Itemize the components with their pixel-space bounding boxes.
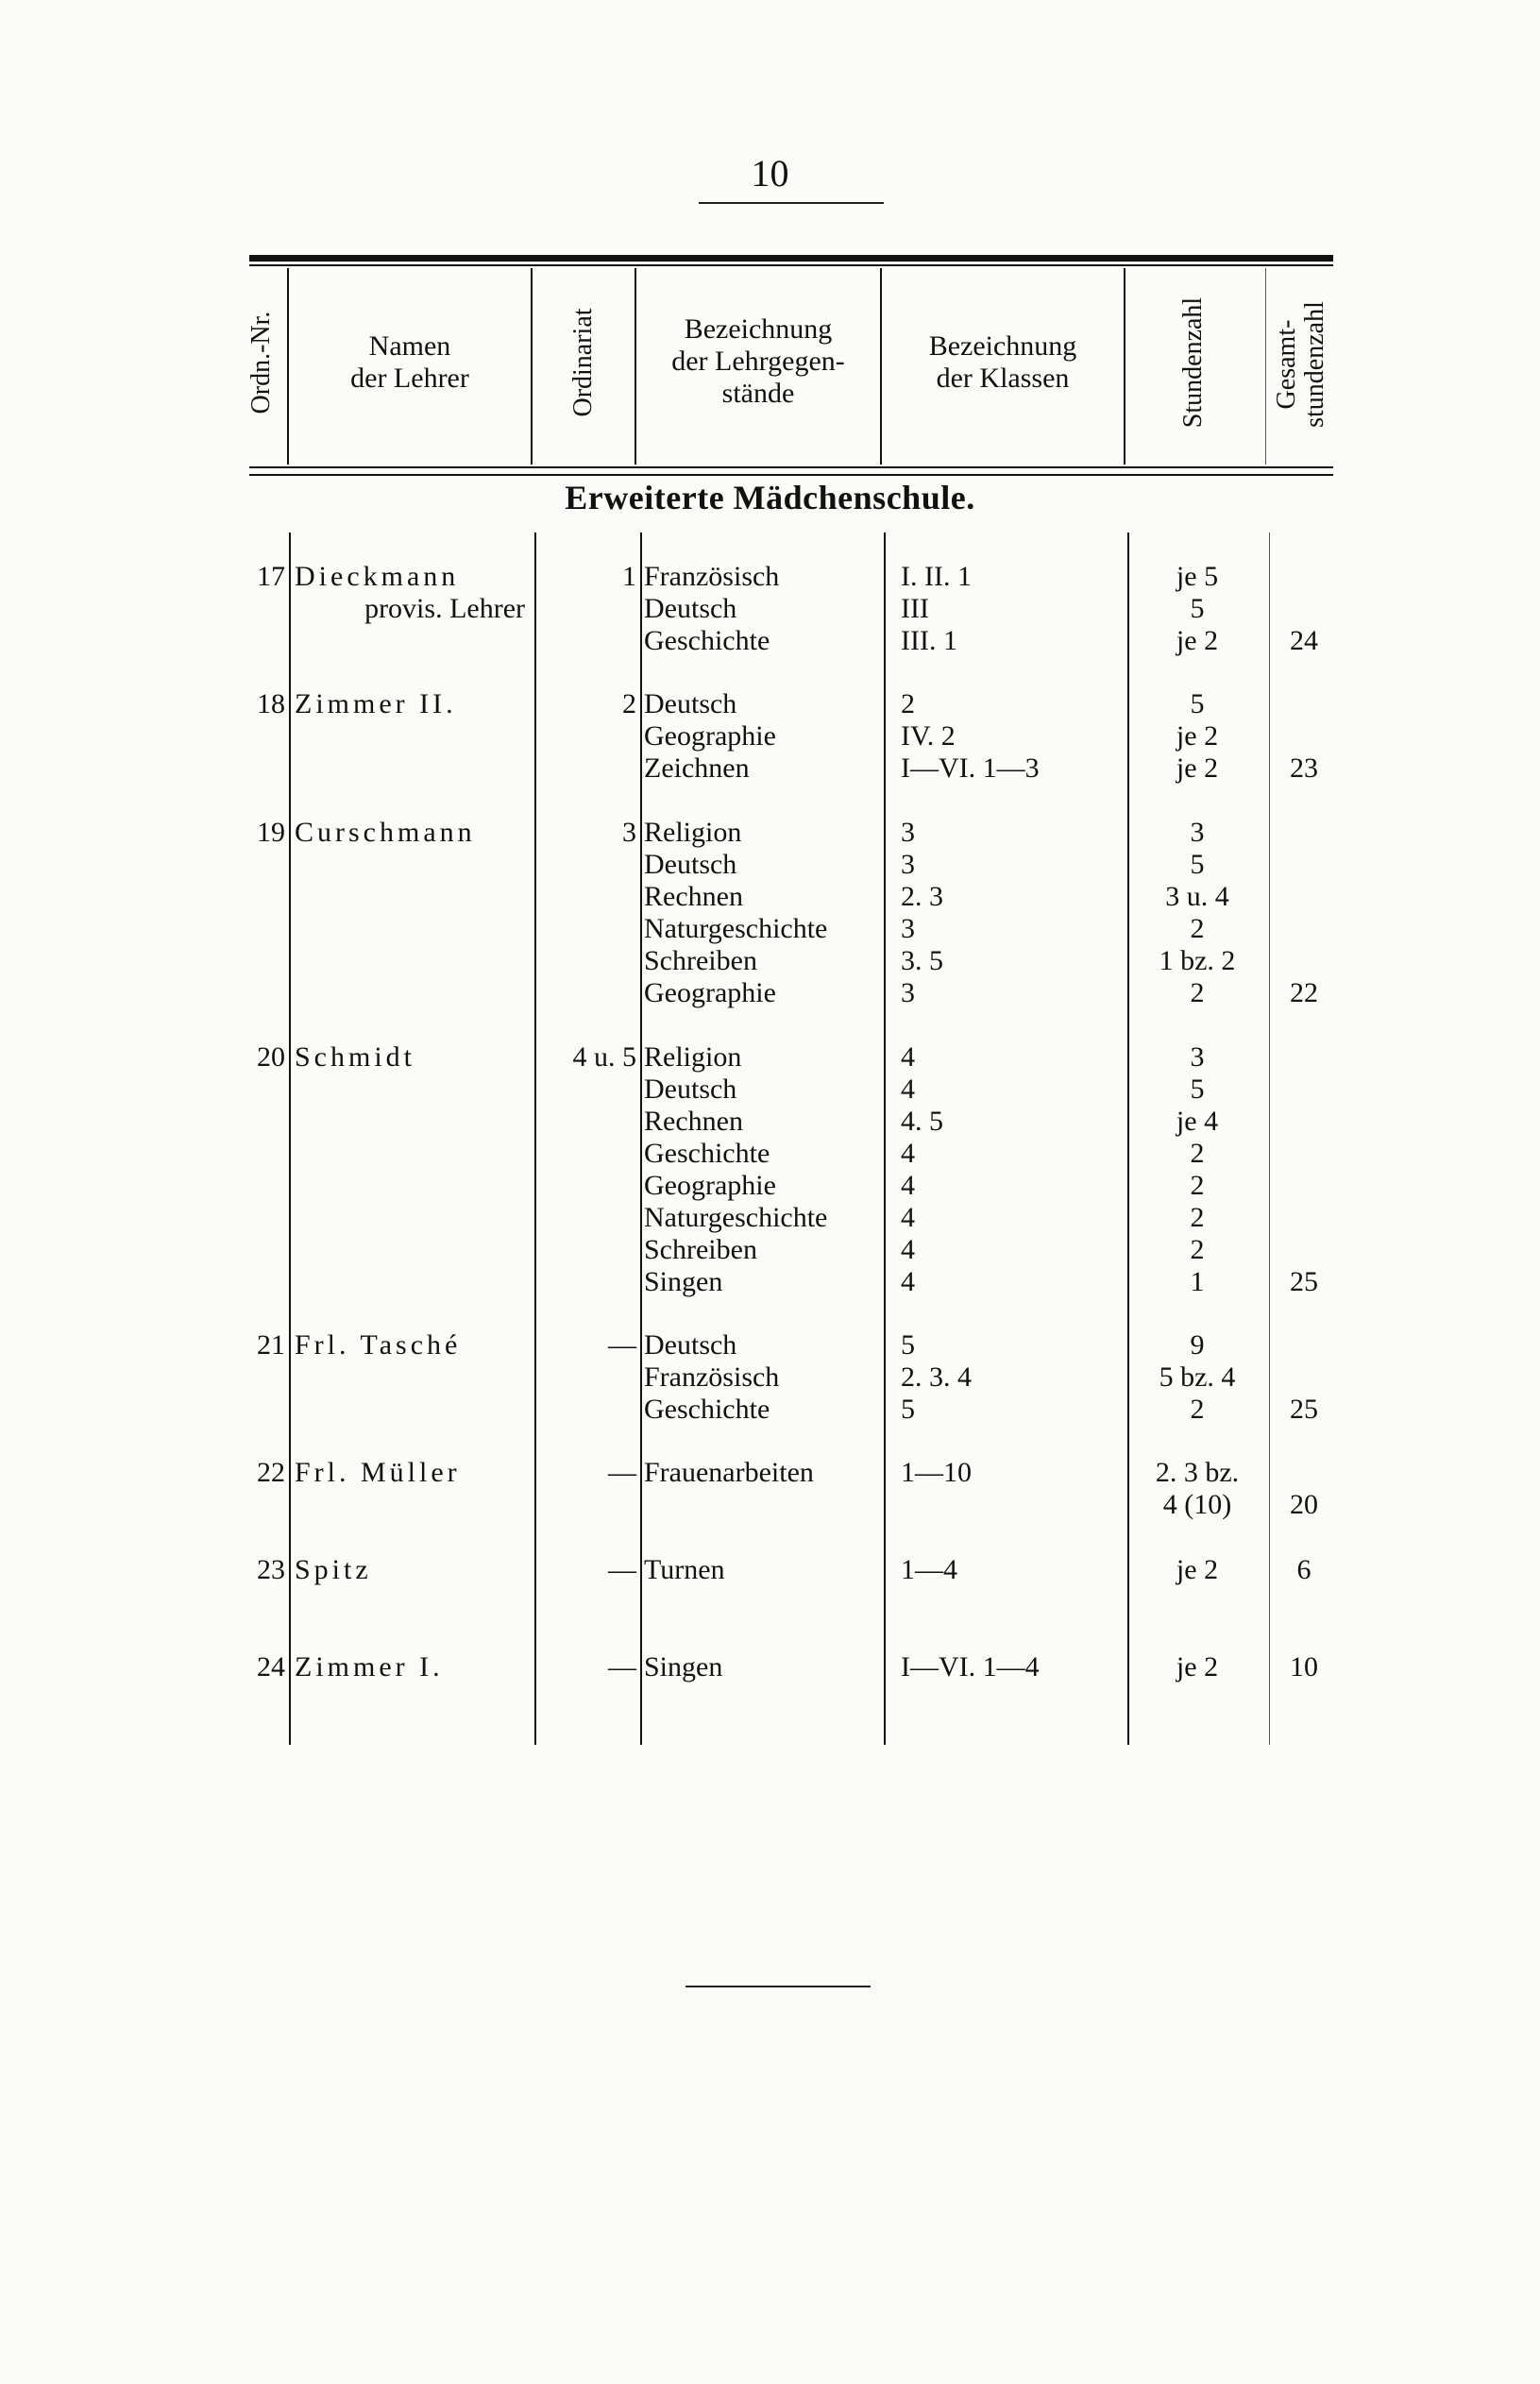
col-divider-5 <box>1124 268 1125 465</box>
section-title: Erweiterte Mädchenschule. <box>565 479 975 516</box>
class-designation: I—VI. 1—3 <box>901 752 1040 784</box>
hours-value: 5 <box>1190 1074 1205 1105</box>
body-divider-6 <box>1269 533 1270 1745</box>
ordn-nr: 20 <box>257 1041 285 1073</box>
class-designation: 4 <box>901 1170 915 1201</box>
class-designation: 3 <box>901 977 915 1008</box>
header-ordinariat: Ordinariat <box>568 308 598 417</box>
col-divider-6 <box>1265 268 1266 465</box>
subject: Turnen <box>644 1554 725 1585</box>
header-ordn-nr: Ordn.-Nr. <box>246 311 276 414</box>
hours-value: je 5 <box>1176 561 1219 592</box>
class-designation: III <box>901 593 929 624</box>
hours-value: 9 <box>1190 1329 1205 1361</box>
total-hours: 24 <box>1290 625 1318 656</box>
hours-value: 5 <box>1190 688 1205 719</box>
body-divider-5 <box>1127 533 1129 1745</box>
body-divider-3 <box>640 533 642 1745</box>
subject: Frauenarbeiten <box>644 1457 814 1488</box>
class-designation: 4 <box>901 1041 915 1073</box>
total-hours: 25 <box>1290 1394 1318 1425</box>
subject: Geschichte <box>644 1394 770 1425</box>
subject: Deutsch <box>644 688 737 719</box>
subject: Geographie <box>644 720 776 752</box>
subject: Deutsch <box>644 1074 737 1105</box>
ordn-nr: 24 <box>257 1651 285 1682</box>
subject: Zeichnen <box>644 752 750 784</box>
subject: Geographie <box>644 977 776 1008</box>
hours-value: 2. 3 bz. <box>1155 1457 1240 1488</box>
ordinariat-value: — <box>608 1554 636 1585</box>
teacher-name: Zimmer I. <box>295 1651 444 1682</box>
subject: Deutsch <box>644 1329 737 1361</box>
body-divider-4 <box>884 533 886 1745</box>
hours-value: 2 <box>1190 1202 1205 1233</box>
hours-value: 1 bz. 2 <box>1159 945 1236 976</box>
body-divider-1 <box>289 533 291 1745</box>
col-divider-2 <box>531 268 533 465</box>
subject: Religion <box>644 1041 742 1073</box>
total-hours: 20 <box>1290 1489 1318 1520</box>
header-lehrgegenstaende: Bezeichnung der Lehrgegen- stände <box>671 313 845 409</box>
teacher-name: Frl. Müller <box>295 1457 461 1488</box>
bottom-rule <box>685 1986 871 1987</box>
subject: Rechnen <box>644 881 743 912</box>
hours-value: je 2 <box>1176 752 1219 784</box>
hours-value: 2 <box>1190 1170 1205 1201</box>
header-namen: Namen der Lehrer <box>350 330 469 394</box>
subject: Deutsch <box>644 849 737 880</box>
table-top-rule <box>249 255 1333 262</box>
ordn-nr: 23 <box>257 1554 285 1585</box>
class-designation: I—VI. 1—4 <box>901 1651 1040 1682</box>
ordn-nr: 19 <box>257 817 285 848</box>
class-designation: 1—10 <box>901 1457 972 1488</box>
class-designation: 3 <box>901 913 915 944</box>
subject: Rechnen <box>644 1106 743 1137</box>
teacher-name: Zimmer II. <box>295 688 457 719</box>
class-designation: 1—4 <box>901 1554 957 1585</box>
ordn-nr: 17 <box>257 561 285 592</box>
hours-value: 5 bz. 4 <box>1159 1361 1236 1393</box>
body-divider-2 <box>534 533 536 1745</box>
hours-value: 5 <box>1190 849 1205 880</box>
ordinariat-value: 1 <box>622 561 636 592</box>
ordinariat-value: — <box>608 1329 636 1361</box>
subject: Deutsch <box>644 593 737 624</box>
hours-value: je 2 <box>1176 1651 1219 1682</box>
class-designation: 2. 3. 4 <box>901 1361 972 1393</box>
teacher-name: Dieckmann <box>295 561 460 592</box>
subject: Singen <box>644 1651 723 1682</box>
total-hours: 10 <box>1290 1651 1318 1682</box>
total-hours: 25 <box>1290 1266 1318 1297</box>
class-designation: 4 <box>901 1074 915 1105</box>
teacher-name: Schmidt <box>295 1041 416 1073</box>
subject: Französisch <box>644 561 780 592</box>
header-stundenzahl: Stundenzahl <box>1178 296 1208 429</box>
hours-value: 5 <box>1190 593 1205 624</box>
hours-value: 2 <box>1190 1394 1205 1425</box>
teacher-name: Frl. Tasché <box>295 1329 462 1361</box>
subject: Französisch <box>644 1361 780 1393</box>
subject: Geschichte <box>644 625 770 656</box>
hours-value: je 2 <box>1176 720 1219 752</box>
hours-value: 3 u. 4 <box>1165 881 1229 912</box>
hours-value: 2 <box>1190 1234 1205 1265</box>
subject: Schreiben <box>644 1234 757 1265</box>
ordn-nr: 18 <box>257 688 285 719</box>
ordinariat-value: 3 <box>622 817 636 848</box>
subject: Naturgeschichte <box>644 1202 828 1233</box>
hours-value: je 2 <box>1176 625 1219 656</box>
ordinariat-value: — <box>608 1651 636 1682</box>
hours-value: je 4 <box>1176 1106 1219 1137</box>
hours-value: 1 <box>1190 1266 1205 1297</box>
ordn-nr: 22 <box>257 1457 285 1488</box>
subject: Geschichte <box>644 1138 770 1169</box>
hours-value: je 2 <box>1176 1554 1219 1585</box>
class-designation: 4 <box>901 1234 915 1265</box>
subject: Naturgeschichte <box>644 913 828 944</box>
class-designation: I. II. 1 <box>901 561 972 592</box>
header-klassen: Bezeichnung der Klassen <box>928 330 1077 394</box>
ordinariat-value: 4 u. 5 <box>572 1041 636 1073</box>
header-bottom-rule <box>249 466 1333 468</box>
class-designation: 5 <box>901 1329 915 1361</box>
class-designation: 4 <box>901 1266 915 1297</box>
total-hours: 22 <box>1290 977 1318 1008</box>
class-designation: 2. 3 <box>901 881 943 912</box>
class-designation: IV. 2 <box>901 720 956 752</box>
subject: Singen <box>644 1266 723 1297</box>
teacher-name: Curschmann <box>295 817 476 848</box>
header-gesamtstundenzahl: Gesamt- stundenzahl <box>1272 301 1329 428</box>
page-number: 10 <box>751 152 789 194</box>
ordinariat-value: 2 <box>622 688 636 719</box>
class-designation: III. 1 <box>901 625 957 656</box>
class-designation: 4 <box>901 1138 915 1169</box>
table-top-rule-thin <box>249 264 1333 266</box>
total-hours: 23 <box>1290 752 1318 784</box>
teacher-name: Spitz <box>295 1554 372 1585</box>
class-designation: 3. 5 <box>901 945 943 976</box>
ordinariat-value: — <box>608 1457 636 1488</box>
subject: Schreiben <box>644 945 757 976</box>
hours-value: 2 <box>1190 913 1205 944</box>
hours-value: 2 <box>1190 1138 1205 1169</box>
class-designation: 5 <box>901 1394 915 1425</box>
total-hours: 6 <box>1296 1554 1312 1585</box>
class-designation: 3 <box>901 849 915 880</box>
hours-value: 3 <box>1190 817 1205 848</box>
teacher-note: provis. Lehrer <box>364 593 525 624</box>
class-designation: 3 <box>901 817 915 848</box>
hours-value: 4 (10) <box>1162 1489 1232 1520</box>
subject: Geographie <box>644 1170 776 1201</box>
hours-value: 3 <box>1190 1041 1205 1073</box>
subject: Religion <box>644 817 742 848</box>
page-number-rule <box>699 202 884 204</box>
class-designation: 4 <box>901 1202 915 1233</box>
class-designation: 4. 5 <box>901 1106 943 1137</box>
class-designation: 2 <box>901 688 915 719</box>
header-bottom-rule-2 <box>249 474 1333 476</box>
ordn-nr: 21 <box>257 1329 285 1361</box>
hours-value: 2 <box>1190 977 1205 1008</box>
